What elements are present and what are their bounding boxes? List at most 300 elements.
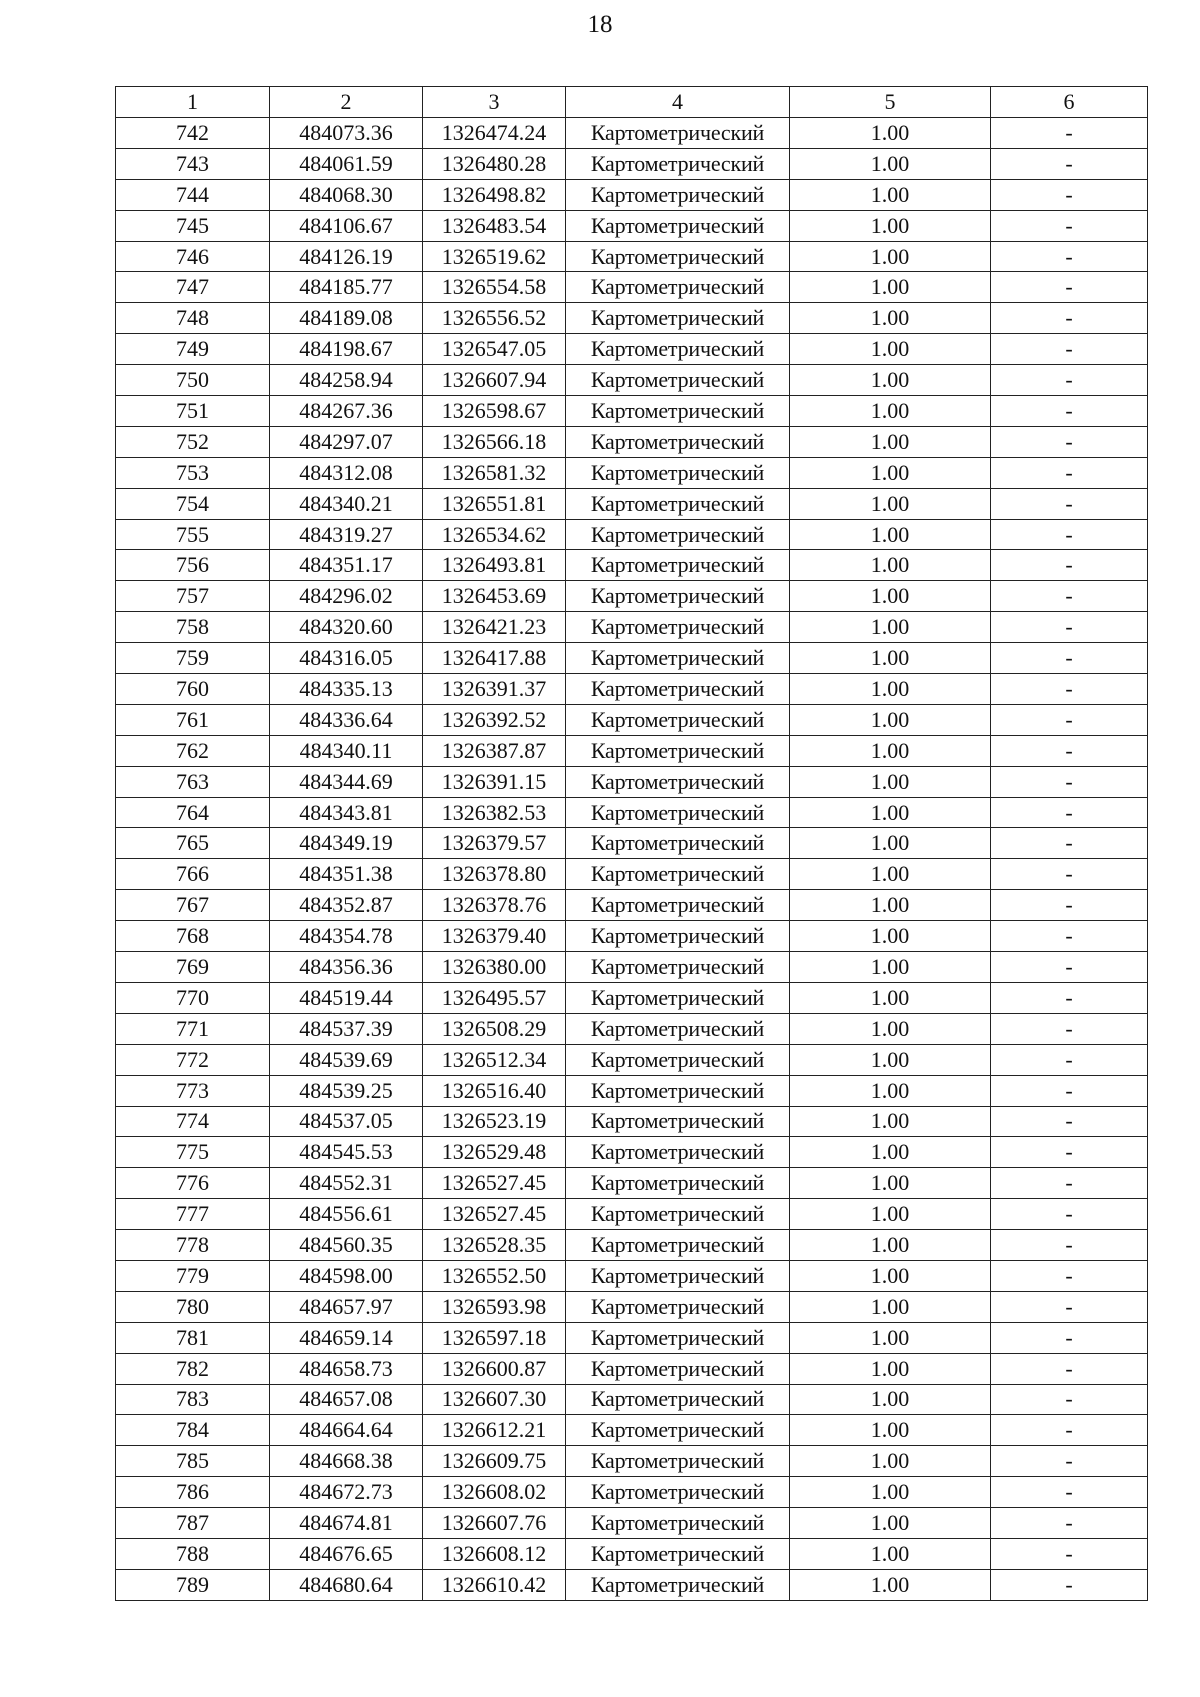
x-coordinate-cell: 484676.65 [270, 1538, 423, 1569]
accuracy-cell: 1.00 [790, 1446, 991, 1477]
table-row [116, 1013, 1148, 1044]
y-coordinate-cell: 1326534.62 [423, 519, 566, 550]
y-coordinate-cell: 1326378.80 [423, 859, 566, 890]
x-coordinate-cell: 484674.81 [270, 1508, 423, 1539]
description-cell: - [991, 1044, 1148, 1075]
point-number-cell: 764 [116, 797, 270, 828]
accuracy-cell: 1.00 [790, 1044, 991, 1075]
description-cell: - [991, 1075, 1148, 1106]
description-cell: - [991, 1168, 1148, 1199]
y-coordinate-cell: 1326607.76 [423, 1508, 566, 1539]
point-number-cell: 776 [116, 1168, 270, 1199]
point-number-cell: 766 [116, 859, 270, 890]
method-cell: Картометрический [566, 1477, 790, 1508]
accuracy-cell: 1.00 [790, 519, 991, 550]
accuracy-cell: 1.00 [790, 1013, 991, 1044]
method-cell: Картометрический [566, 365, 790, 396]
x-coordinate-cell: 484664.64 [270, 1415, 423, 1446]
description-cell: - [991, 1569, 1148, 1600]
y-coordinate-cell: 1326566.18 [423, 426, 566, 457]
table-body [116, 118, 1148, 1601]
accuracy-cell: 1.00 [790, 766, 991, 797]
x-coordinate-cell: 484352.87 [270, 890, 423, 921]
table-row [116, 488, 1148, 519]
x-coordinate-cell: 484351.38 [270, 859, 423, 890]
table-row [116, 550, 1148, 581]
accuracy-cell: 1.00 [790, 148, 991, 179]
method-cell: Картометрический [566, 1415, 790, 1446]
x-coordinate-cell: 484672.73 [270, 1477, 423, 1508]
y-coordinate-cell: 1326474.24 [423, 118, 566, 149]
point-number-cell: 744 [116, 179, 270, 210]
table-row [116, 704, 1148, 735]
x-coordinate-cell: 484073.36 [270, 118, 423, 149]
x-coordinate-cell: 484340.11 [270, 735, 423, 766]
method-cell: Картометрический [566, 1230, 790, 1261]
y-coordinate-cell: 1326382.53 [423, 797, 566, 828]
description-cell: - [991, 457, 1148, 488]
method-cell: Картометрический [566, 118, 790, 149]
table-row [116, 1260, 1148, 1291]
method-cell: Картометрический [566, 1168, 790, 1199]
description-cell: - [991, 828, 1148, 859]
x-coordinate-cell: 484296.02 [270, 581, 423, 612]
point-number-cell: 787 [116, 1508, 270, 1539]
point-number-cell: 759 [116, 643, 270, 674]
table-row [116, 1075, 1148, 1106]
method-cell: Картометрический [566, 612, 790, 643]
description-cell: - [991, 982, 1148, 1013]
x-coordinate-cell: 484267.36 [270, 396, 423, 427]
accuracy-cell: 1.00 [790, 1569, 991, 1600]
table-header [116, 87, 1148, 118]
method-cell: Картометрический [566, 828, 790, 859]
x-coordinate-cell: 484658.73 [270, 1353, 423, 1384]
x-coordinate-cell: 484061.59 [270, 148, 423, 179]
table-row [116, 952, 1148, 983]
description-cell: - [991, 426, 1148, 457]
table-row [116, 1106, 1148, 1137]
x-coordinate-cell: 484351.17 [270, 550, 423, 581]
method-cell: Картометрический [566, 148, 790, 179]
description-cell: - [991, 890, 1148, 921]
method-cell: Картометрический [566, 1446, 790, 1477]
y-coordinate-cell: 1326495.57 [423, 982, 566, 1013]
y-coordinate-cell: 1326387.87 [423, 735, 566, 766]
table-row [116, 210, 1148, 241]
table-row [116, 735, 1148, 766]
table-row [116, 365, 1148, 396]
x-coordinate-cell: 484657.97 [270, 1291, 423, 1322]
point-number-cell: 756 [116, 550, 270, 581]
description-cell: - [991, 241, 1148, 272]
accuracy-cell: 1.00 [790, 241, 991, 272]
point-number-cell: 750 [116, 365, 270, 396]
accuracy-cell: 1.00 [790, 1353, 991, 1384]
table-row [116, 1415, 1148, 1446]
accuracy-cell: 1.00 [790, 1538, 991, 1569]
x-coordinate-cell: 484320.60 [270, 612, 423, 643]
x-coordinate-cell: 484519.44 [270, 982, 423, 1013]
table-row [116, 1538, 1148, 1569]
y-coordinate-cell: 1326379.40 [423, 921, 566, 952]
table-row [116, 982, 1148, 1013]
table-row [116, 426, 1148, 457]
x-coordinate-cell: 484068.30 [270, 179, 423, 210]
method-cell: Картометрический [566, 1538, 790, 1569]
table-row [116, 1291, 1148, 1322]
accuracy-cell: 1.00 [790, 334, 991, 365]
x-coordinate-cell: 484680.64 [270, 1569, 423, 1600]
description-cell: - [991, 1353, 1148, 1384]
description-cell: - [991, 921, 1148, 952]
description-cell: - [991, 1322, 1148, 1353]
method-cell: Картометрический [566, 1137, 790, 1168]
table-row [116, 1137, 1148, 1168]
accuracy-cell: 1.00 [790, 704, 991, 735]
x-coordinate-cell: 484556.61 [270, 1199, 423, 1230]
accuracy-cell: 1.00 [790, 303, 991, 334]
accuracy-cell: 1.00 [790, 1075, 991, 1106]
point-number-cell: 762 [116, 735, 270, 766]
description-cell: - [991, 334, 1148, 365]
point-number-cell: 778 [116, 1230, 270, 1261]
y-coordinate-cell: 1326547.05 [423, 334, 566, 365]
x-coordinate-cell: 484552.31 [270, 1168, 423, 1199]
x-coordinate-cell: 484349.19 [270, 828, 423, 859]
column-header-point-number: 1 [116, 87, 270, 118]
point-number-cell: 770 [116, 982, 270, 1013]
point-number-cell: 763 [116, 766, 270, 797]
y-coordinate-cell: 1326527.45 [423, 1199, 566, 1230]
table-row [116, 303, 1148, 334]
table-row [116, 890, 1148, 921]
point-number-cell: 765 [116, 828, 270, 859]
x-coordinate-cell: 484356.36 [270, 952, 423, 983]
y-coordinate-cell: 1326551.81 [423, 488, 566, 519]
point-number-cell: 757 [116, 581, 270, 612]
y-coordinate-cell: 1326378.76 [423, 890, 566, 921]
method-cell: Картометрический [566, 1384, 790, 1415]
point-number-cell: 782 [116, 1353, 270, 1384]
description-cell: - [991, 396, 1148, 427]
accuracy-cell: 1.00 [790, 612, 991, 643]
point-number-cell: 761 [116, 704, 270, 735]
x-coordinate-cell: 484539.69 [270, 1044, 423, 1075]
table-row [116, 179, 1148, 210]
y-coordinate-cell: 1326597.18 [423, 1322, 566, 1353]
table-row [116, 1569, 1148, 1600]
x-coordinate-cell: 484106.67 [270, 210, 423, 241]
method-cell: Картометрический [566, 1075, 790, 1106]
y-coordinate-cell: 1326379.57 [423, 828, 566, 859]
point-number-cell: 788 [116, 1538, 270, 1569]
accuracy-cell: 1.00 [790, 210, 991, 241]
table-row [116, 674, 1148, 705]
table-row [116, 334, 1148, 365]
point-number-cell: 752 [116, 426, 270, 457]
description-cell: - [991, 148, 1148, 179]
x-coordinate-cell: 484560.35 [270, 1230, 423, 1261]
point-number-cell: 774 [116, 1106, 270, 1137]
accuracy-cell: 1.00 [790, 118, 991, 149]
table-row [116, 272, 1148, 303]
point-number-cell: 747 [116, 272, 270, 303]
accuracy-cell: 1.00 [790, 581, 991, 612]
method-cell: Картометрический [566, 674, 790, 705]
method-cell: Картометрический [566, 426, 790, 457]
method-cell: Картометрический [566, 704, 790, 735]
description-cell: - [991, 952, 1148, 983]
description-cell: - [991, 1446, 1148, 1477]
y-coordinate-cell: 1326593.98 [423, 1291, 566, 1322]
y-coordinate-cell: 1326608.12 [423, 1538, 566, 1569]
x-coordinate-cell: 484297.07 [270, 426, 423, 457]
y-coordinate-cell: 1326612.21 [423, 1415, 566, 1446]
description-cell: - [991, 1199, 1148, 1230]
description-cell: - [991, 674, 1148, 705]
point-number-cell: 771 [116, 1013, 270, 1044]
table-row [116, 118, 1148, 149]
y-coordinate-cell: 1326380.00 [423, 952, 566, 983]
table-row [116, 581, 1148, 612]
x-coordinate-cell: 484598.00 [270, 1260, 423, 1291]
method-cell: Картометрический [566, 735, 790, 766]
description-cell: - [991, 1508, 1148, 1539]
method-cell: Картометрический [566, 1569, 790, 1600]
point-number-cell: 781 [116, 1322, 270, 1353]
method-cell: Картометрический [566, 1260, 790, 1291]
point-number-cell: 743 [116, 148, 270, 179]
table-row [116, 766, 1148, 797]
accuracy-cell: 1.00 [790, 179, 991, 210]
x-coordinate-cell: 484319.27 [270, 519, 423, 550]
y-coordinate-cell: 1326391.15 [423, 766, 566, 797]
table-row [116, 396, 1148, 427]
y-coordinate-cell: 1326598.67 [423, 396, 566, 427]
accuracy-cell: 1.00 [790, 272, 991, 303]
x-coordinate-cell: 484545.53 [270, 1137, 423, 1168]
table-row [116, 797, 1148, 828]
point-number-cell: 745 [116, 210, 270, 241]
accuracy-cell: 1.00 [790, 735, 991, 766]
method-cell: Картометрический [566, 952, 790, 983]
table-row [116, 457, 1148, 488]
accuracy-cell: 1.00 [790, 890, 991, 921]
y-coordinate-cell: 1326498.82 [423, 179, 566, 210]
x-coordinate-cell: 484185.77 [270, 272, 423, 303]
point-number-cell: 751 [116, 396, 270, 427]
point-number-cell: 742 [116, 118, 270, 149]
accuracy-cell: 1.00 [790, 982, 991, 1013]
accuracy-cell: 1.00 [790, 1291, 991, 1322]
method-cell: Картометрический [566, 766, 790, 797]
x-coordinate-cell: 484312.08 [270, 457, 423, 488]
y-coordinate-cell: 1326483.54 [423, 210, 566, 241]
table-row [116, 1230, 1148, 1261]
x-coordinate-cell: 484659.14 [270, 1322, 423, 1353]
point-number-cell: 773 [116, 1075, 270, 1106]
description-cell: - [991, 735, 1148, 766]
method-cell: Картометрический [566, 241, 790, 272]
table-row [116, 148, 1148, 179]
description-cell: - [991, 797, 1148, 828]
x-coordinate-cell: 484258.94 [270, 365, 423, 396]
description-cell: - [991, 704, 1148, 735]
description-cell: - [991, 118, 1148, 149]
description-cell: - [991, 550, 1148, 581]
y-coordinate-cell: 1326523.19 [423, 1106, 566, 1137]
description-cell: - [991, 1137, 1148, 1168]
y-coordinate-cell: 1326493.81 [423, 550, 566, 581]
y-coordinate-cell: 1326607.94 [423, 365, 566, 396]
column-header-accuracy: 5 [790, 87, 991, 118]
table-row [116, 1322, 1148, 1353]
x-coordinate-cell: 484537.05 [270, 1106, 423, 1137]
method-cell: Картометрический [566, 859, 790, 890]
point-number-cell: 768 [116, 921, 270, 952]
method-cell: Картометрический [566, 272, 790, 303]
y-coordinate-cell: 1326529.48 [423, 1137, 566, 1168]
point-number-cell: 755 [116, 519, 270, 550]
coordinates-table [115, 86, 1148, 1601]
accuracy-cell: 1.00 [790, 1137, 991, 1168]
x-coordinate-cell: 484537.39 [270, 1013, 423, 1044]
point-number-cell: 760 [116, 674, 270, 705]
point-number-cell: 753 [116, 457, 270, 488]
x-coordinate-cell: 484354.78 [270, 921, 423, 952]
column-header-x: 2 [270, 87, 423, 118]
method-cell: Картометрический [566, 1291, 790, 1322]
table-row [116, 1508, 1148, 1539]
description-cell: - [991, 1538, 1148, 1569]
accuracy-cell: 1.00 [790, 643, 991, 674]
table-row [116, 921, 1148, 952]
accuracy-cell: 1.00 [790, 674, 991, 705]
point-number-cell: 758 [116, 612, 270, 643]
method-cell: Картометрический [566, 334, 790, 365]
method-cell: Картометрический [566, 890, 790, 921]
x-coordinate-cell: 484198.67 [270, 334, 423, 365]
method-cell: Картометрический [566, 797, 790, 828]
y-coordinate-cell: 1326552.50 [423, 1260, 566, 1291]
point-number-cell: 775 [116, 1137, 270, 1168]
point-number-cell: 767 [116, 890, 270, 921]
accuracy-cell: 1.00 [790, 952, 991, 983]
description-cell: - [991, 1230, 1148, 1261]
accuracy-cell: 1.00 [790, 550, 991, 581]
x-coordinate-cell: 484343.81 [270, 797, 423, 828]
accuracy-cell: 1.00 [790, 426, 991, 457]
column-header-y: 3 [423, 87, 566, 118]
y-coordinate-cell: 1326554.58 [423, 272, 566, 303]
column-header-method: 4 [566, 87, 790, 118]
method-cell: Картометрический [566, 179, 790, 210]
y-coordinate-cell: 1326528.35 [423, 1230, 566, 1261]
header-row [116, 87, 1148, 118]
method-cell: Картометрический [566, 1353, 790, 1384]
y-coordinate-cell: 1326417.88 [423, 643, 566, 674]
accuracy-cell: 1.00 [790, 1168, 991, 1199]
method-cell: Картометрический [566, 1013, 790, 1044]
accuracy-cell: 1.00 [790, 1415, 991, 1446]
accuracy-cell: 1.00 [790, 1508, 991, 1539]
y-coordinate-cell: 1326453.69 [423, 581, 566, 612]
method-cell: Картометрический [566, 1106, 790, 1137]
description-cell: - [991, 272, 1148, 303]
y-coordinate-cell: 1326392.52 [423, 704, 566, 735]
accuracy-cell: 1.00 [790, 1199, 991, 1230]
method-cell: Картометрический [566, 982, 790, 1013]
y-coordinate-cell: 1326508.29 [423, 1013, 566, 1044]
point-number-cell: 784 [116, 1415, 270, 1446]
point-number-cell: 785 [116, 1446, 270, 1477]
description-cell: - [991, 1477, 1148, 1508]
description-cell: - [991, 766, 1148, 797]
method-cell: Картометрический [566, 396, 790, 427]
x-coordinate-cell: 484336.64 [270, 704, 423, 735]
point-number-cell: 749 [116, 334, 270, 365]
accuracy-cell: 1.00 [790, 1230, 991, 1261]
method-cell: Картометрический [566, 457, 790, 488]
accuracy-cell: 1.00 [790, 1384, 991, 1415]
y-coordinate-cell: 1326527.45 [423, 1168, 566, 1199]
description-cell: - [991, 643, 1148, 674]
method-cell: Картометрический [566, 1322, 790, 1353]
method-cell: Картометрический [566, 643, 790, 674]
description-cell: - [991, 859, 1148, 890]
table-row [116, 1168, 1148, 1199]
x-coordinate-cell: 484668.38 [270, 1446, 423, 1477]
description-cell: - [991, 179, 1148, 210]
description-cell: - [991, 365, 1148, 396]
point-number-cell: 769 [116, 952, 270, 983]
point-number-cell: 780 [116, 1291, 270, 1322]
point-number-cell: 754 [116, 488, 270, 519]
table-row [116, 519, 1148, 550]
table-row [116, 1044, 1148, 1075]
description-cell: - [991, 519, 1148, 550]
table-row [116, 612, 1148, 643]
x-coordinate-cell: 484189.08 [270, 303, 423, 334]
y-coordinate-cell: 1326607.30 [423, 1384, 566, 1415]
description-cell: - [991, 1415, 1148, 1446]
description-cell: - [991, 581, 1148, 612]
method-cell: Картометрический [566, 210, 790, 241]
x-coordinate-cell: 484657.08 [270, 1384, 423, 1415]
method-cell: Картометрический [566, 303, 790, 334]
y-coordinate-cell: 1326421.23 [423, 612, 566, 643]
method-cell: Картометрический [566, 1508, 790, 1539]
table-row [116, 828, 1148, 859]
y-coordinate-cell: 1326512.34 [423, 1044, 566, 1075]
y-coordinate-cell: 1326391.37 [423, 674, 566, 705]
method-cell: Картометрический [566, 581, 790, 612]
table-row [116, 1353, 1148, 1384]
accuracy-cell: 1.00 [790, 1260, 991, 1291]
point-number-cell: 748 [116, 303, 270, 334]
accuracy-cell: 1.00 [790, 859, 991, 890]
point-number-cell: 746 [116, 241, 270, 272]
method-cell: Картометрический [566, 1199, 790, 1230]
description-cell: - [991, 303, 1148, 334]
y-coordinate-cell: 1326610.42 [423, 1569, 566, 1600]
description-cell: - [991, 1260, 1148, 1291]
x-coordinate-cell: 484316.05 [270, 643, 423, 674]
y-coordinate-cell: 1326516.40 [423, 1075, 566, 1106]
description-cell: - [991, 1291, 1148, 1322]
method-cell: Картометрический [566, 921, 790, 952]
